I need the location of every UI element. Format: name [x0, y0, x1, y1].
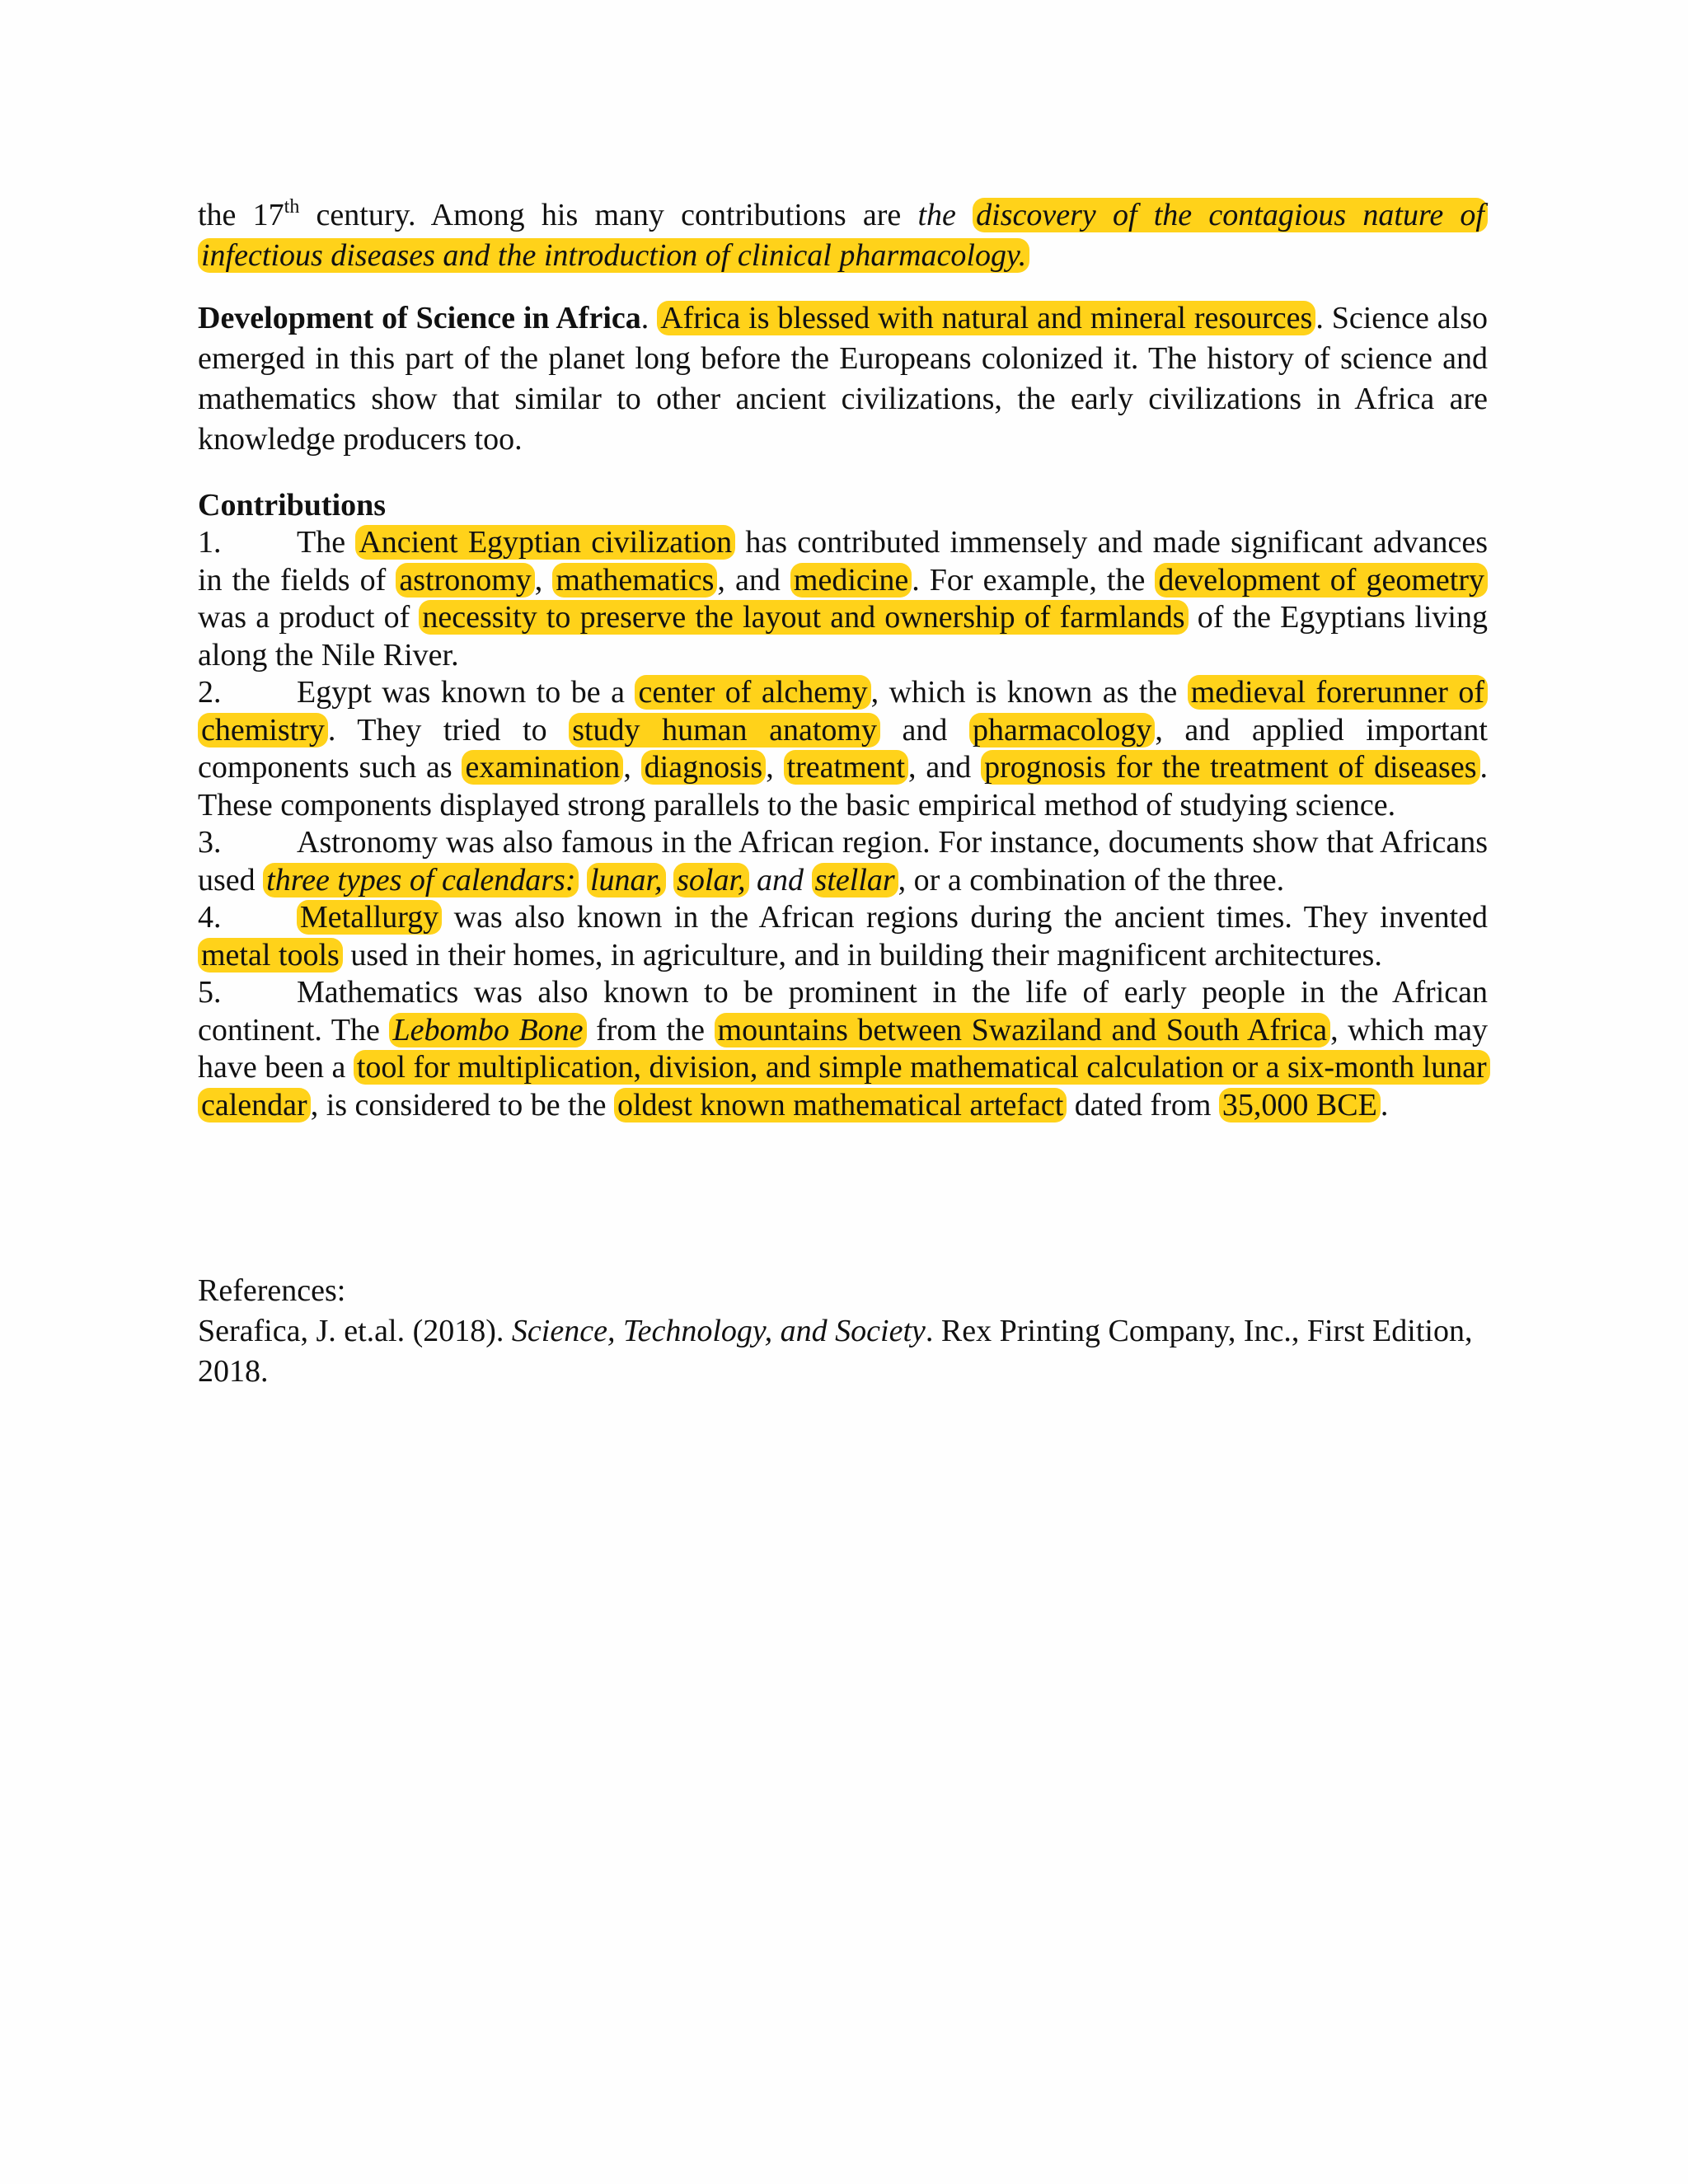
- list-item: [198, 899, 1488, 974]
- body-text: has contributed immensely and made significant advances in the fields of: [198, 525, 1489, 598]
- intro-italic-text: the: [917, 198, 973, 232]
- highlight: lunar,: [587, 863, 666, 898]
- highlight: mountains between Swaziland and South Africa: [715, 1013, 1331, 1047]
- body-text: from the: [586, 1012, 715, 1047]
- body-text: , or a combination of the three.: [898, 862, 1285, 898]
- contributions-section: [198, 487, 1488, 1124]
- body-text: , and: [908, 750, 982, 785]
- list-item: [198, 974, 1488, 1124]
- list-item: [198, 674, 1488, 824]
- body-text: , and: [717, 562, 790, 598]
- list-item: [198, 524, 1488, 674]
- body-text: ,: [766, 750, 784, 785]
- body-text: The: [297, 525, 356, 560]
- body-text: of the Egyptians living along the Nile River.: [198, 600, 1488, 673]
- highlight: stellar: [812, 863, 898, 898]
- highlight: metal tools: [198, 938, 343, 972]
- references-heading: References:: [198, 1273, 346, 1308]
- highlight: Ancient Egyptian civilization: [355, 525, 735, 560]
- highlight: Metallurgy: [297, 900, 442, 935]
- section-heading: Contributions: [198, 488, 387, 523]
- highlight: medicine: [790, 563, 912, 598]
- intro-text: the 17: [198, 198, 284, 232]
- body-text: , which is known as the: [870, 675, 1188, 710]
- reference-entry: [198, 1311, 1488, 1392]
- reference-author: Serafica, J. et.al. (2018).: [198, 1314, 512, 1348]
- body-text: [666, 863, 674, 898]
- highlight: Lebombo Bone: [389, 1013, 586, 1047]
- body-text: used in their homes, in agriculture, and in building their magnificent architectures.: [342, 937, 1382, 972]
- body-text: . For example, the: [912, 562, 1156, 598]
- list-number: 5.: [198, 975, 222, 1010]
- superscript: th: [284, 196, 300, 218]
- body-text: , which may have been a: [198, 1012, 1489, 1085]
- list-number: 3.: [198, 825, 222, 860]
- highlight: tool for multiplication, division, and simple mathematical calculation or a six-month lunar calendar: [198, 1050, 1490, 1122]
- highlight: Africa is blessed with natural and mineral resources: [657, 301, 1315, 335]
- highlight: prognosis for the treatment of diseases: [981, 750, 1479, 785]
- list-number: 4.: [198, 900, 222, 935]
- body-text: [579, 863, 587, 898]
- highlight: treatment: [784, 750, 908, 785]
- body-text: Astronomy was also famous in the African region. For instance, documents show that Africans used: [198, 825, 1488, 898]
- section-heading: Development of Science in Africa: [198, 301, 641, 335]
- body-text: .: [640, 301, 658, 335]
- highlight: mathematics: [552, 563, 717, 598]
- highlight: development of geometry: [1155, 563, 1488, 598]
- highlight: center of alchemy: [635, 675, 870, 710]
- list-number: 2.: [198, 675, 222, 710]
- italic-text: and: [748, 862, 812, 898]
- highlight: astronomy: [396, 563, 534, 598]
- body-text: ,: [623, 750, 641, 785]
- body-text: dated from: [1067, 1087, 1219, 1122]
- body-text: ,: [534, 562, 553, 598]
- body-text: . Science also emerged in this part of the planet long before the Europeans colonized it. The history of science and mathematics show that similar to other ancient civilizations, the early civilizations in Africa are knowledge producers too.: [198, 301, 1489, 457]
- highlight: study human anatomy: [569, 713, 880, 748]
- highlight: discovery of the contagious nature of infectious diseases and the introduction of clinical pharmacology.: [198, 198, 1488, 273]
- highlight: examination: [462, 750, 623, 785]
- reference-title: Science, Technology, and Society: [511, 1314, 926, 1348]
- body-text: and: [879, 712, 969, 748]
- body-text: . They tried to: [327, 712, 570, 748]
- highlight: pharmacology: [969, 713, 1155, 748]
- body-text: , is considered to be the: [310, 1087, 614, 1122]
- body-text: Mathematics was also known to be prominent in the life of early people in the African continent. The: [198, 975, 1488, 1047]
- reference-publisher: . Rex Printing Company, Inc., First Edition, 2018.: [198, 1314, 1473, 1389]
- highlight: oldest known mathematical artefact: [614, 1088, 1067, 1122]
- list-number: 1.: [198, 525, 222, 560]
- highlight: diagnosis: [641, 750, 767, 785]
- highlight: 35,000 BCE: [1219, 1088, 1381, 1122]
- intro-text: century. Among his many contributions are: [299, 198, 918, 232]
- highlight: medieval forerunner of chemistry: [198, 675, 1488, 748]
- body-text: , and applied important components such as: [198, 712, 1488, 785]
- body-text: was also known in the African regions during the ancient times. They invented: [442, 900, 1488, 935]
- africa-paragraph: [198, 298, 1488, 460]
- body-text: was a product of: [198, 600, 420, 635]
- highlight: three types of calendars:: [263, 863, 579, 898]
- highlight: necessity to preserve the layout and ownership of farmlands: [419, 600, 1188, 635]
- list-item: [198, 824, 1488, 899]
- body-text: . These components displayed strong parallels to the basic empirical method of studying science.: [198, 750, 1488, 823]
- intro-paragraph: [198, 195, 1488, 276]
- references-section: [198, 1271, 1488, 1392]
- body-text: Egypt was known to be a: [297, 675, 635, 710]
- highlight: solar,: [673, 863, 748, 898]
- body-text: .: [1380, 1087, 1389, 1122]
